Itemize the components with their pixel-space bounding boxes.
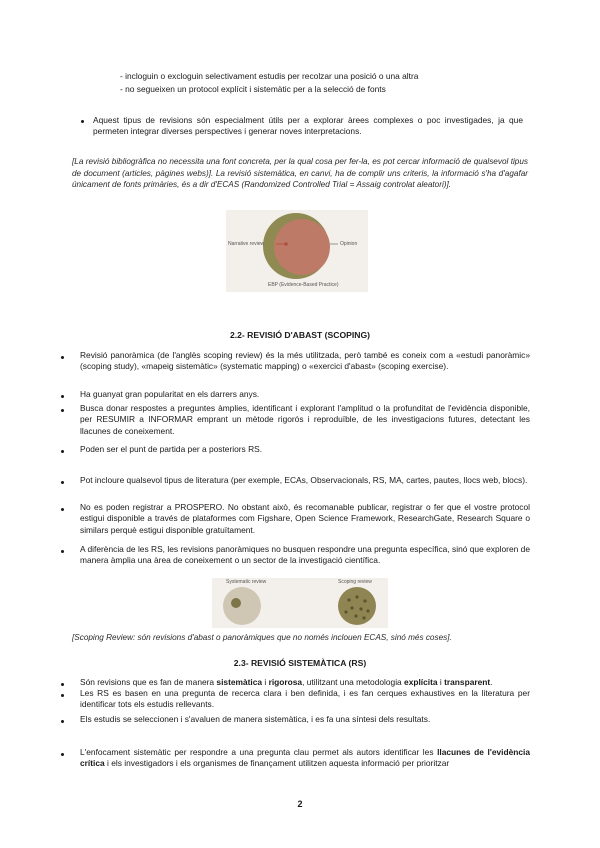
- bullet-dot: [61, 395, 64, 398]
- figure-label-bottom: EBP (Evidence-Based Practice): [268, 282, 339, 288]
- scoping-bullet-1: Revisió panoràmica (de l'anglès scoping review) és la més utilitzada, però també es coneix com a «estudi panoràmic» (scoping study), «mapeig sistemàtic» (systematic mapping) o «exercici d'abast» (scoping exercise).: [80, 350, 530, 372]
- inner-circle: [274, 219, 330, 275]
- bullet-dot: [61, 720, 64, 723]
- bullet-dot: [61, 481, 64, 484]
- figure-label-left: Narrative review: [228, 241, 265, 247]
- scoping-bullet-6: No es poden registrar a PROSPERO. No obstant això, és recomanable publicar, registrar o fer que el vostre protocol estigui disponible a través de plataformes com Figshare, Open Science Framework, ResearchGate, Research Square o similars perquè estigui disponible gratuïtament.: [80, 502, 530, 535]
- scoping-bullet-5: Pot incloure qualsevol tipus de literatura (per exemple, ECAs, Observacionals, RS, MA, cartes, pautes, llocs web, blocs).: [80, 475, 528, 485]
- scoping-circle: [338, 587, 376, 625]
- rs-bullet-1: Són revisions que es fan de manera sistemàtica i rigorosa, utilitzant una metodologia explícita i transparent.: [80, 677, 493, 687]
- bullet-dot: [61, 550, 64, 553]
- figure-label-scoping: Scoping review: [338, 579, 372, 585]
- systematic-inner-circle: [231, 598, 241, 608]
- rs-bullet-3: Els estudis se seleccionen i s'avaluen de manera sistemàtica, i es fa una síntesi dels resultats.: [80, 714, 431, 724]
- scoping-bullet-3: Busca donar respostes a preguntes àmplies, identificant i explorant l'amplitud o la profunditat de l'evidència disponible, per RESUMIR a INFORMAR emprant un mètode rigorós i reproduïble, de les investigacions futures, detectant les llacunes de coneixement.: [80, 403, 530, 436]
- evidence-diagram-figure: [226, 210, 368, 292]
- rs-bullet-4: L'enfocament sistemàtic per respondre a una pregunta clau permet als autors identificar les llacunes de l'evidència crítica i els investigadors i els organismes de finançament utilitzen aquesta informació per prioritzar: [80, 747, 530, 769]
- section-title-scoping: 2.2- REVISIÓ D'ABAST (SCOPING): [229, 330, 371, 340]
- bullet-dot: [61, 409, 64, 412]
- review-comparison-diagram: [212, 578, 388, 628]
- scoping-bullet-7: A diferència de les RS, les revisions panoràmiques no busquen respondre una pregunta específica, sinó que exploren de manera àmplia una àrea de coneixement o un sector de la investigació científica.: [80, 544, 530, 566]
- bullet-dot: [61, 694, 64, 697]
- rs-bullet-2: Les RS es basen en una pregunta de recerca clara i ben definida, i es fan cerques exhaustives en la literatura per identificar tots els estudis rellevants.: [80, 688, 530, 710]
- bullet-dot: [61, 683, 64, 686]
- scoping-bullet-2: Ha guanyat gran popularitat en els darrers anys.: [80, 389, 260, 399]
- scoping-vs-systematic-figure: [212, 578, 388, 628]
- bullet-dot: [61, 753, 64, 756]
- intro-dash-2: - no segueixen un protocol explícit i sistemàtic per a la selecció de fonts: [120, 84, 386, 94]
- note-scoping-review: [Scoping Review: són revisions d'abast o panoràmiques que no només inclouen ECAS, sinó més coses].: [72, 633, 452, 642]
- bullet-dot: [81, 120, 84, 123]
- bullet-dot: [61, 508, 64, 511]
- figure-label-systematic: Systematic review: [226, 579, 267, 585]
- scoping-bullet-4: Poden ser el punt de partida per a posteriors RS.: [80, 444, 263, 454]
- intro-dash-1: - incloguin o excloguin selectivament estudis per recolzar una posició o una altra: [120, 71, 419, 81]
- section-title-systematic: 2.3- REVISIÓ SISTEMÀTICA (RS): [233, 658, 367, 668]
- systematic-outer-circle: [223, 587, 261, 625]
- page-number: 2: [297, 799, 303, 809]
- bullet-dot: [61, 356, 64, 359]
- evidence-venn-diagram: [226, 210, 368, 292]
- note-bibliographic-review: [La revisió bibliogràfica no necessita una font concreta, per la qual cosa per fer-la, es pot cercar informació de qualsevol tipus de document (articles, pàgines webs)]. La revisió sistemàtica, en canvi, ha de complir uns criteris, la informació s'ha d'agafar únicament de fonts primàries, és a dir d'ECAS (Randomized Controlled Trial = Assaig controlat aleatori)].: [72, 157, 528, 190]
- pointer-dot-left: [284, 242, 288, 246]
- figure-label-right: Opinion: [340, 241, 358, 247]
- bullet-dot: [61, 450, 64, 453]
- intro-bullet-text: Aquest tipus de revisions són especialment útils per a explorar àrees complexes o poc investigades, ja que permeten integrar diverses perspectives i generar noves interpretacions.: [93, 115, 523, 137]
